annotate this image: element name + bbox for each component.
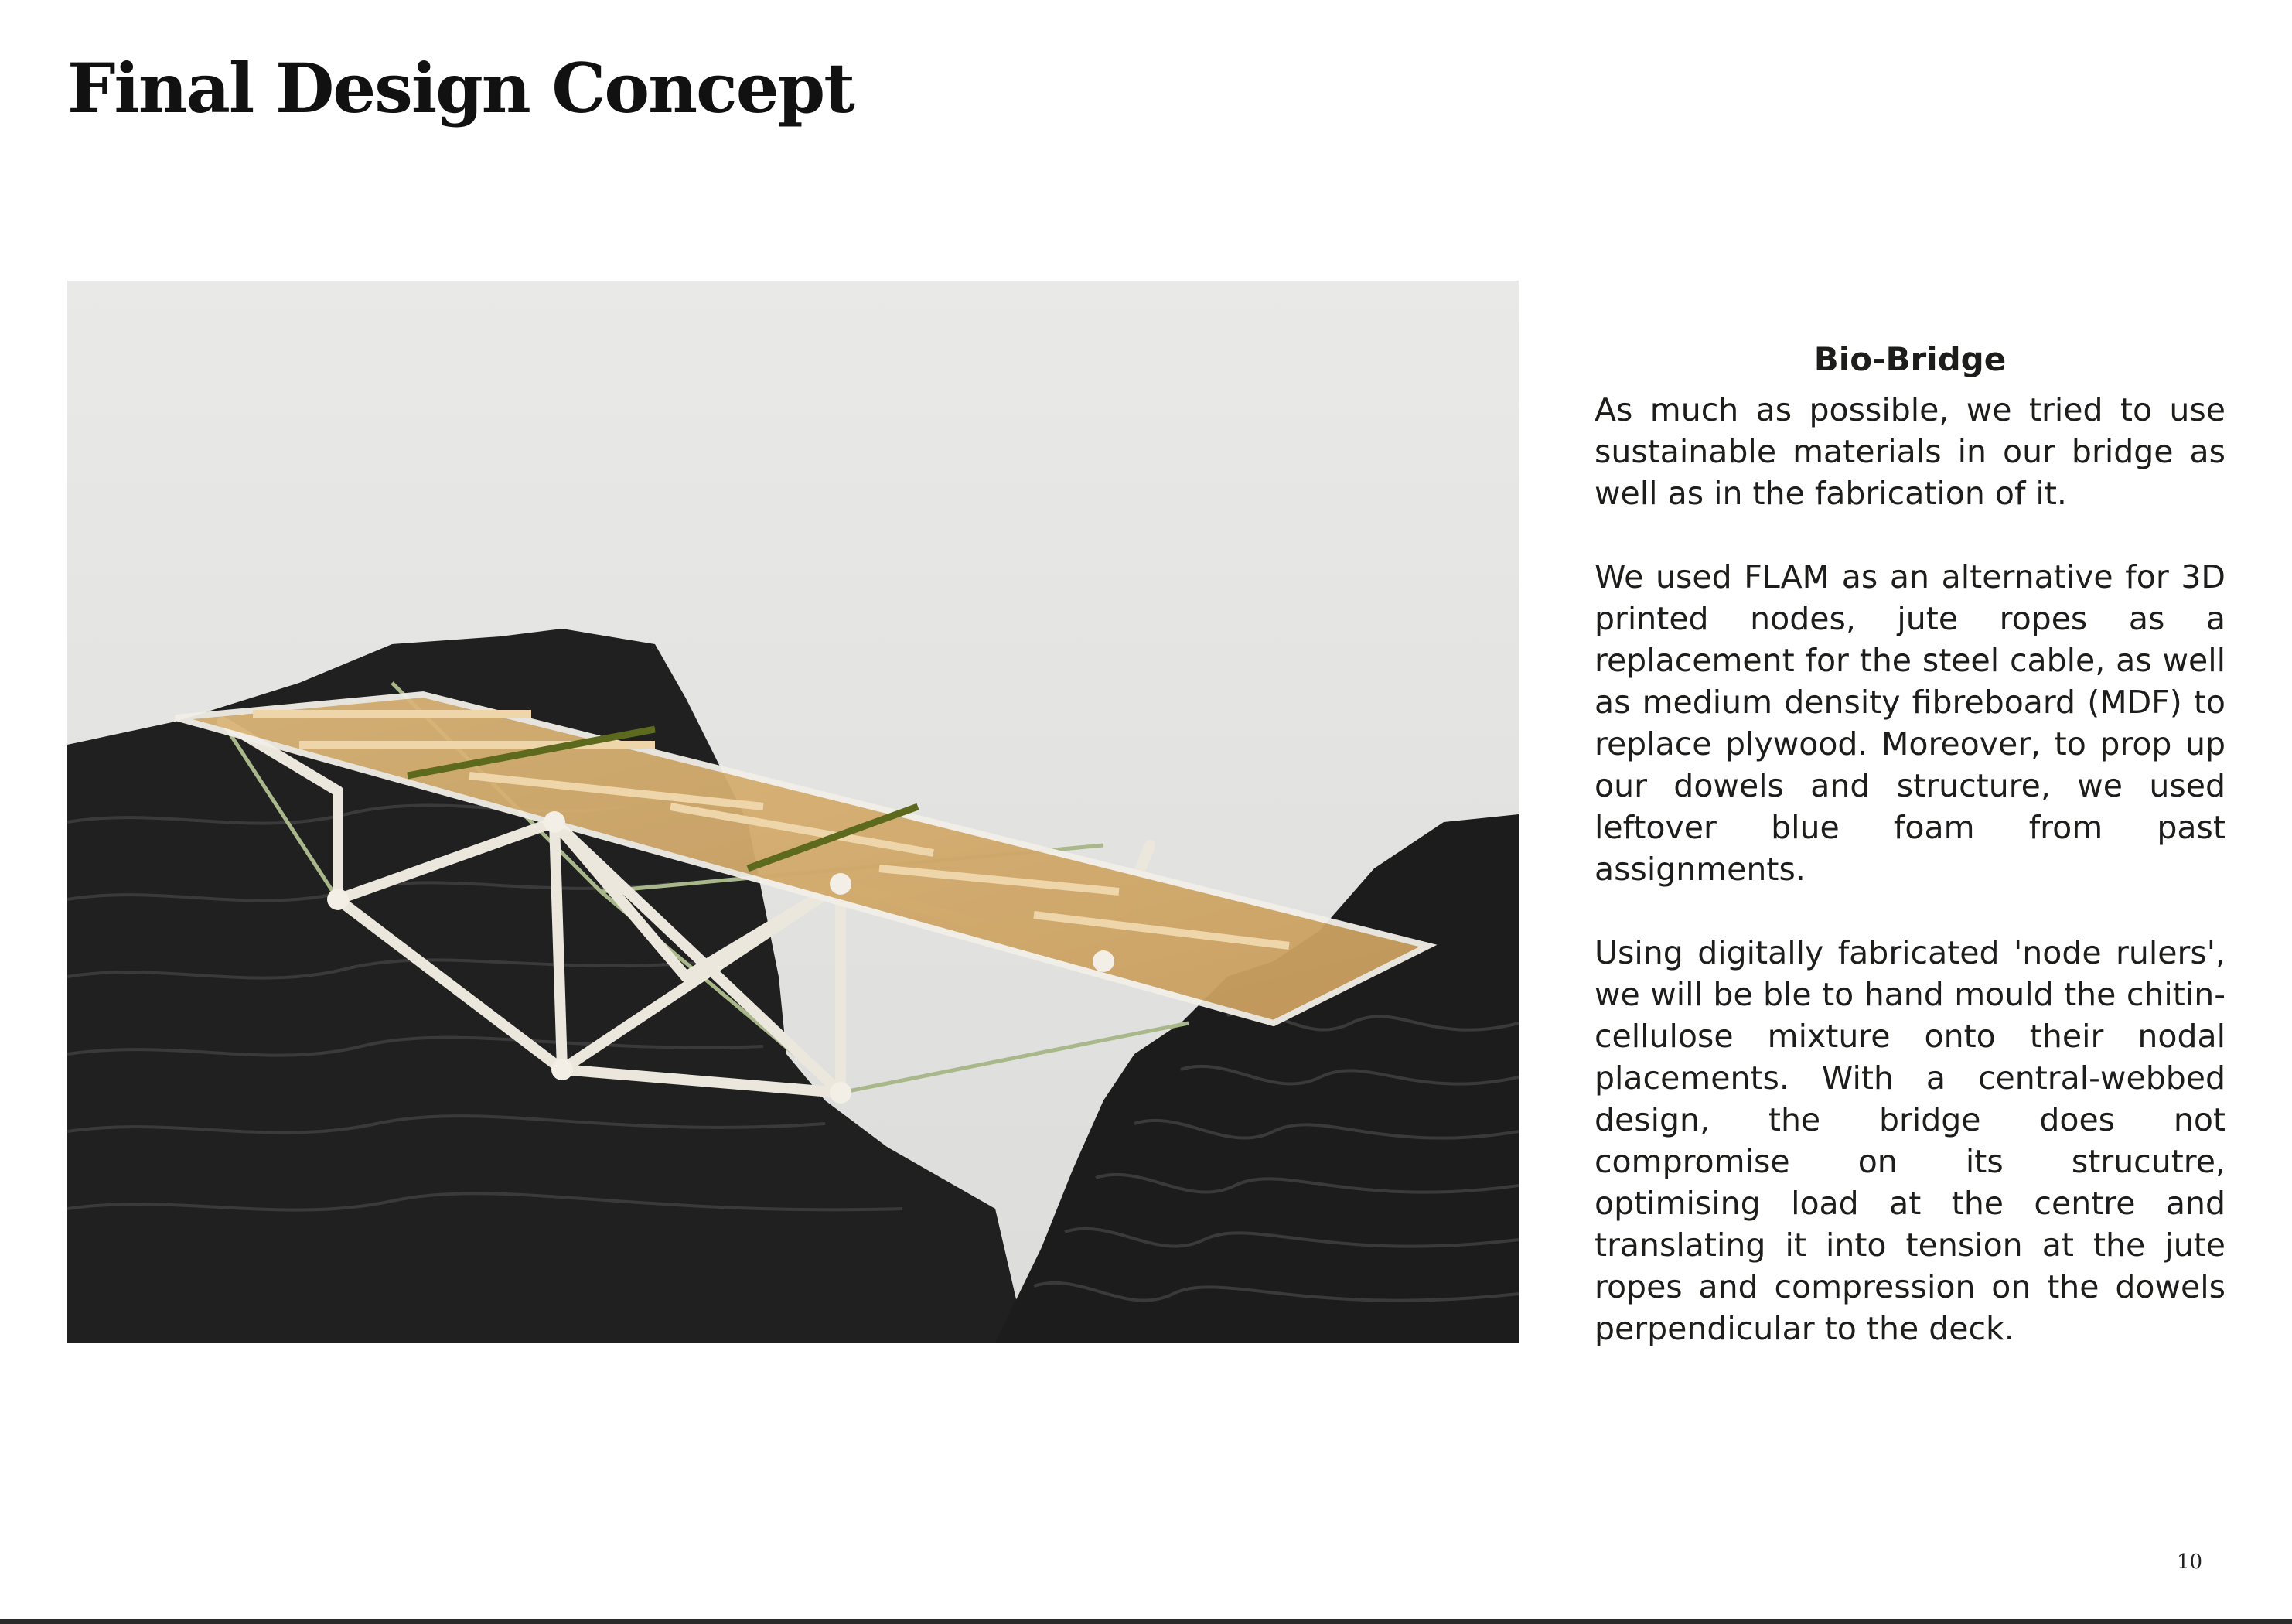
paragraph-materials: As much as possible, we tried to use sustainable materials in our bridge as well as in the fabrication of it. bbox=[1595, 391, 2225, 512]
bottom-rule bbox=[0, 1619, 2292, 1624]
page-number: 10 bbox=[2177, 1551, 2203, 1574]
bridge-model-illustration bbox=[67, 281, 1519, 1343]
section-heading: Bio-Bridge bbox=[1813, 340, 2007, 378]
paragraph-substitutions: We used FLAM as an alternative for 3D printed nodes, jute ropes as a replacement for the steel cable, as well as medium density fibreboard (MDF) to replace plywood. Moreover, to prop up our dowels and structure, we used leftover blue foam from past assignments. bbox=[1595, 558, 2225, 888]
bridge-model-photo bbox=[67, 281, 1519, 1343]
page-title: Final Design Concept bbox=[67, 48, 854, 128]
paragraph-fabrication: Using digitally fabricated 'node rulers', we will be ble to hand mould the chitin-cellulose mixture onto their nodal placements. With a central-webbed design, the bridge does not compromise on its strucutre, optimising load at the centre and translating it into tension at the jute ropes and compression on the dowels perpendicular to the deck. bbox=[1595, 934, 2225, 1347]
description-column bbox=[1595, 340, 2225, 1391]
